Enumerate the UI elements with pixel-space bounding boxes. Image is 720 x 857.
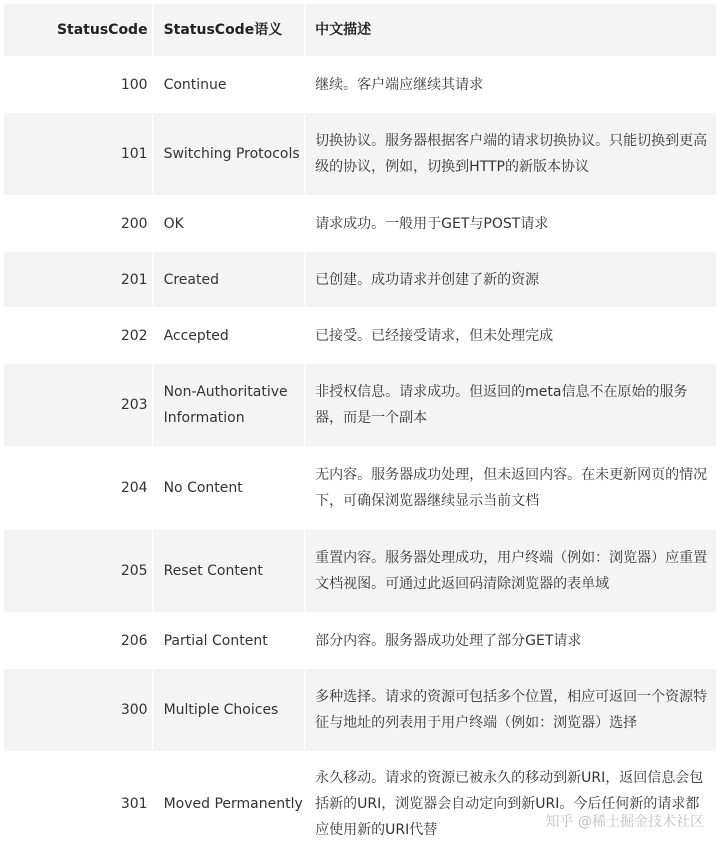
table-row xyxy=(4,752,716,857)
description-cell: 请求成功。一般用于GET与POST请求 xyxy=(315,215,549,232)
status-code-cell: 200 xyxy=(120,215,148,232)
table-row xyxy=(4,530,716,613)
status-code-cell: 201 xyxy=(120,271,148,288)
header-statuscode: StatusCode xyxy=(56,22,148,38)
status-code-cell: 300 xyxy=(120,702,148,718)
meaning-cell: No Content xyxy=(163,480,243,496)
status-code-cell: 204 xyxy=(120,480,148,496)
description-cell: 非授权信息。请求成功。但返回的meta信息不在原始的服务器，而是一个副本 xyxy=(315,384,688,426)
description-cell: 切换协议。服务器根据客户端的请求切换协议。只能切换到更高级的协议，例如，切换到HTTP的新版本协议 xyxy=(315,133,708,175)
table-row xyxy=(4,364,716,447)
table-row xyxy=(4,252,716,308)
description-cell: 多种选择。请求的资源可包括多个位置，相应可返回一个资源特征与地址的列表用于用户终端（例如：浏览器）选择 xyxy=(315,689,708,731)
meaning-cell: Switching Protocols xyxy=(163,146,300,162)
table-row xyxy=(4,308,716,364)
table-row xyxy=(4,113,716,196)
status-code-table xyxy=(4,4,716,857)
header-meaning: StatusCode语义 xyxy=(163,22,283,38)
table-row xyxy=(4,57,716,113)
status-code-cell: 206 xyxy=(120,632,148,649)
meaning-cell: Partial Content xyxy=(163,632,268,649)
description-cell: 已接受。已经接受请求，但未处理完成 xyxy=(315,327,554,344)
description-cell: 部分内容。服务器成功处理了部分GET请求 xyxy=(315,632,582,649)
table-row xyxy=(4,669,716,752)
status-code-cell: 100 xyxy=(120,76,148,93)
status-code-cell: 301 xyxy=(120,796,148,812)
meaning-cell: OK xyxy=(163,215,184,232)
table-header-row xyxy=(4,4,716,57)
meaning-cell: Continue xyxy=(163,76,227,93)
table-row xyxy=(4,613,716,669)
meaning-cell: Reset Content xyxy=(163,563,263,579)
meaning-cell: Moved Permanently xyxy=(163,796,303,812)
watermark: 知乎 @稀土掘金技术社区 xyxy=(545,814,704,830)
meaning-cell: Accepted xyxy=(163,327,229,344)
table-row xyxy=(4,447,716,530)
status-code-cell: 205 xyxy=(120,563,148,579)
description-cell: 无内容。服务器成功处理，但未返回内容。在未更新网页的情况下，可确保浏览器继续显示当前文档 xyxy=(315,467,708,509)
header-description: 中文描述 xyxy=(315,22,372,38)
description-cell: 永久移动。请求的资源已被永久的移动到新URI，返回信息会包括新的URI，浏览器会自动定向到新URI。今后任何新的请求都应使用新的URI代替 xyxy=(315,770,704,838)
table-row xyxy=(4,196,716,252)
description-cell: 已创建。成功请求并创建了新的资源 xyxy=(315,271,540,288)
meaning-cell: Non-Authoritative Information xyxy=(163,384,288,426)
meaning-cell: Created xyxy=(163,271,219,288)
meaning-cell: Multiple Choices xyxy=(163,702,279,718)
status-code-cell: 202 xyxy=(120,327,148,344)
status-code-cell: 101 xyxy=(120,146,148,162)
description-cell: 继续。客户端应继续其请求 xyxy=(315,76,484,93)
status-code-cell: 203 xyxy=(120,397,148,413)
description-cell: 重置内容。服务器处理成功，用户终端（例如：浏览器）应重置文档视图。可通过此返回码清除浏览器的表单域 xyxy=(315,550,708,592)
